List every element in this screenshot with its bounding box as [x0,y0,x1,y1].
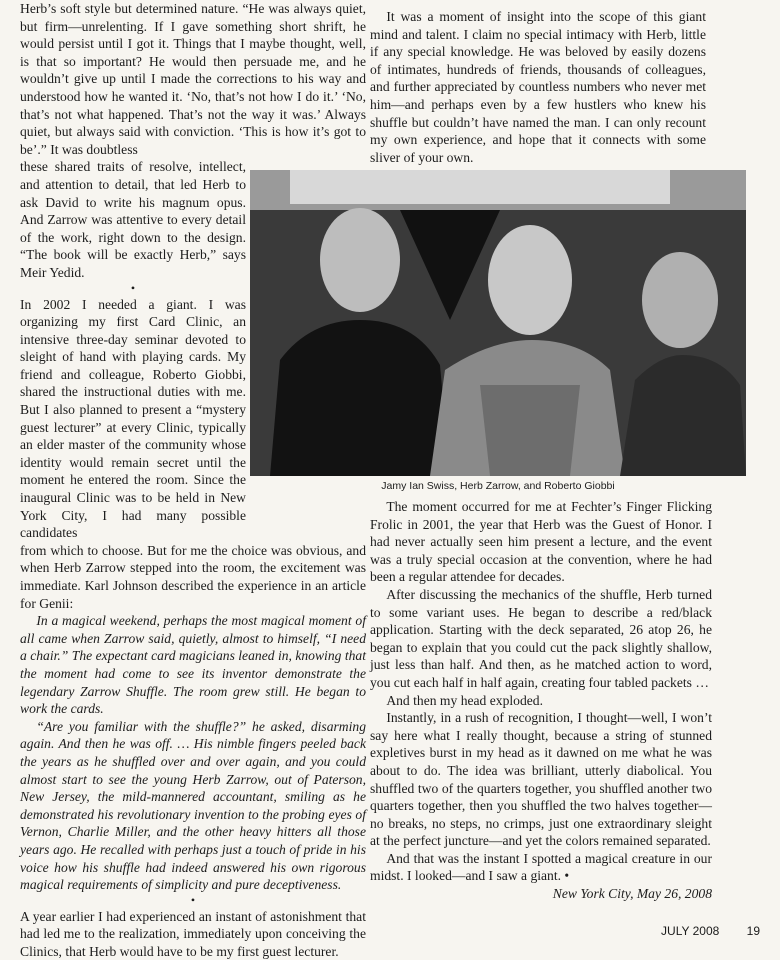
paragraph: In 2002 I needed a giant. I was organizing my first Card Clinic, an intensive three-day seminar devoted to sleight of hand with playing cards. My friend and colleague, Roberto Giobbi, shared the instructional duties with me. But I also planned to present a “mystery guest lecturer” at every Clinic, typically an elder master of the community whose identity would remain secret until the moment he entered the room. Since the inaugural Clinic was to be held in New York City, I had many possible candidates [20,296,246,541]
right-column-top [370,8,706,166]
photo-illustration [250,170,746,476]
signoff: New York City, May 26, 2008 [552,886,712,902]
right-column-bottom [370,498,712,903]
section-bullet: • [130,280,136,295]
paragraph: It was a moment of insight into the scope of this giant mind and talent. I claim no special intimacy with Herb, little if any special knowledge. He was beloved by easily dozens of intimates, hundreds of friends, thousands of colleagues, and further appreciated by countless numbers who never met him—and perhaps even by a few hustlers who knew his shuffle but couldn’t have named the man. I can only recount my own experience, and hope that it connects with some sliver of your own. [370,9,706,165]
paragraph: And that was the instant I spotted a magical creature in our midst. I looked—and I saw a giant. • [370,850,712,884]
quote-paragraph: In a magical weekend, perhaps the most magical moment of all came when Zarrow said, quietly, almost to himself, “I need a chair.” The expectant card magicians leaned in, knowing that the moment had come to see its inventor demonstrate the legendary Zarrow Shuffle. The room grew still. He began to work the cards. [20,613,366,717]
paragraph: A year earlier I had experienced an instant of astonishment that had led me to the realization, immediately upon conceiving the Clinics, that Herb would have to be my first guest lecturer. [20,908,366,959]
paragraph: from which to choose. But for me the choice was obvious, and when Herb Zarrow stepped into the room, the excitement was immediate. Karl Johnson described the experience in an article for Genii: [20,542,366,611]
group-photo [250,170,746,476]
paragraph: these shared traits of resolve, intellect, and attention to detail, that led Herb to ask David to write his magnum opus. And Zarrow was attentive to every detail of the work, right down to the design. “The book will be exactly Herb,” says Meir Yedid. [20,159,246,280]
issue-date: JULY 2008 [661,924,720,938]
paragraph: After discussing the mechanics of the shuffle, Herb turned to some variant uses. He began to describe a red/black application. Starting with the deck separated, 26 atop 26, he began to explain that you could cut the pack slightly shallow, just less than half. And then, as he matched action to word, you cut each half in half again, creating four tabled packets … [370,586,712,690]
paragraph: The moment occurred for me at Fechter’s Finger Flicking Frolic in 2001, the year that Herb was the Guest of Honor. I had never actually seen him present a lecture, and the event was a truly special occasion at the convention, where he had been a regular attendee for decades. [370,499,712,585]
paragraph: Instantly, in a rush of recognition, I thought—well, I won’t say here what I really thought, because a string of stunned expletives burst in my head as it dawned on me what he was about to do. The idea was brilliant, utterly diabolical. You shuffled two of the quarters together, you shuffled another two quarters together, then you shuffled the two halves together—no breaks, no steps, no crimps, just one extraordinary sleight at the perfect juncture—and yet the colors remained separated. [370,710,712,849]
paragraph: And then my head exploded. [386,692,543,708]
photo-caption: Jamy Ian Swiss, Herb Zarrow, and Roberto Giobbi [381,480,615,492]
section-bullet: • [190,892,196,907]
page-footer [637,924,760,938]
quote-paragraph: “Are you familiar with the shuffle?” he asked, disarming again. And then he was off. … His nimble fingers peeled back the years as he shuffled over and over again, and you could almost start to see the young Herb Zarrow, out of Paterson, New Jersey, the mild-mannered accountant, smiling as he demonstrated his revolutionary invention to the probing eyes of Vernon, Charlie Miller, and the other heavy hitters all those years ago. He recalled with perhaps just a touch of pride in his voice how his shuffle had indeed answered his own rigorous magical requirements of simplicity and pure deceptiveness. [20,718,366,893]
paragraph: Herb’s soft style but determined nature. “He was always quiet, but firm—unrelenting. If I gave something short shrift, he would persist until I got it. Things that I maybe thought, well, is that so important? He would then persuade me, and he wouldn’t give up until I made the corrections to his way and understood how he wanted it. ‘No, that’s not how I do it.’ ‘No, that’s not what happened. That’s not the way it was.’ Always quiet, but always said with conviction. ‘This is how it’s got to be’.” It was doubtless [20,1,366,157]
page-number: 19 [746,924,760,938]
